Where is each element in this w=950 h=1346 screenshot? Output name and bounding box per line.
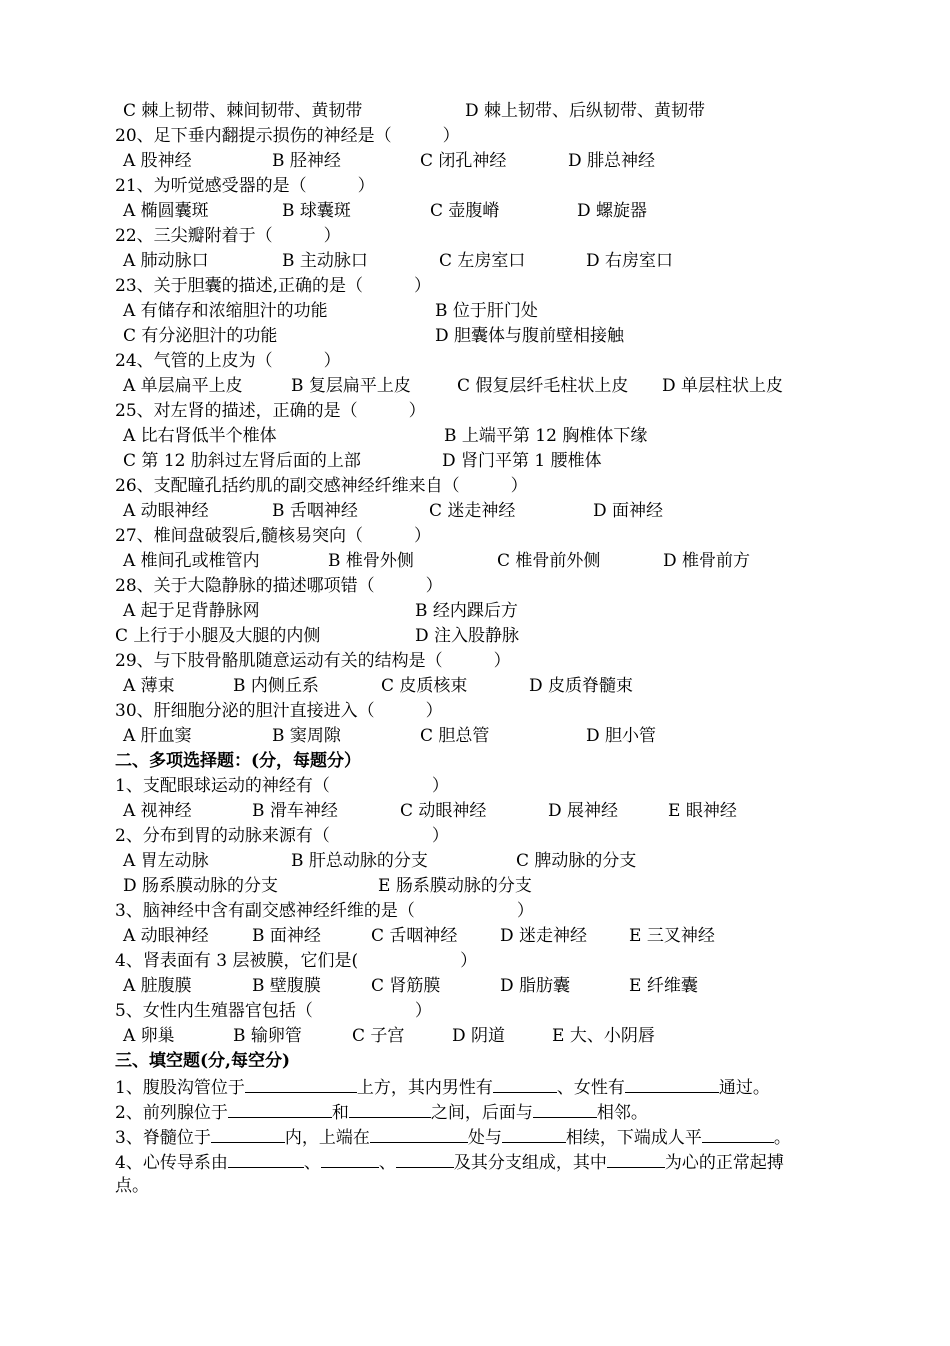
option-b: B 壁腹膜 [252,976,321,996]
fill-blank[interactable] [211,1124,285,1143]
fill-blank[interactable] [349,1099,431,1118]
option-c: C 假复层纤毛柱状上皮 [457,376,629,396]
option-a: A 薄束 [123,676,175,696]
fill-blank[interactable] [321,1149,379,1168]
multi-question-1-stem: 1、支配眼球运动的神经有（ ） [115,776,449,796]
question-21-stem: 21、为听觉感受器的是（ ） [115,176,375,196]
fill-blank[interactable] [607,1149,665,1168]
option-b: B 球囊斑 [282,201,351,221]
fill-text: 4、心传导系由 [115,1153,228,1173]
fill-question-4 [115,1149,784,1174]
question-24-stem: 24、气管的上皮为（ ） [115,351,341,371]
fill-text: 为心的正常起搏 [664,1153,784,1173]
option-b: B 舌咽神经 [272,501,358,521]
option-d: D 展神经 [548,801,619,821]
question-28-stem: 28、关于大隐静脉的描述哪项错（ ） [115,576,443,596]
section-2-heading: 二、多项选择题：(分，每题分） [115,751,362,771]
option-d: D 肾门平第 1 腰椎体 [442,451,602,471]
option-b: B 滑车神经 [252,801,338,821]
fill-text: 之间，后面与 [430,1103,533,1123]
option-b: B 输卵管 [233,1026,302,1046]
option-c: C 椎骨前外侧 [497,551,601,571]
option-d: D 皮质脊髓束 [529,676,634,696]
option-d: D 单层柱状上皮 [662,376,784,396]
fill-text: 、 [378,1153,396,1173]
option-b: B 上端平第 12 胸椎体下缘 [444,426,648,446]
option-e: E 三叉神经 [629,926,715,946]
option-d: D 脂肪囊 [500,976,571,996]
option-c: C 动眼神经 [400,801,487,821]
option-c: C 迷走神经 [429,501,516,521]
option-a: A 肝血窦 [123,726,192,746]
fill-text: 、女性有 [556,1078,625,1098]
option-a: A 卵巢 [123,1026,175,1046]
fill-text: 、 [303,1153,321,1173]
option-b: B 椎骨外侧 [328,551,414,571]
fill-blank[interactable] [493,1074,557,1093]
option-c: C 皮质核束 [381,676,468,696]
question-26-stem: 26、支配瞳孔括约肌的副交感神经纤维来自（ ） [115,476,528,496]
option-b: B 复层扁平上皮 [291,376,411,396]
fill-blank[interactable] [625,1074,719,1093]
option-b: B 经内踝后方 [415,601,518,621]
option-e: E 眼神经 [668,801,737,821]
option-c: C 子宫 [352,1026,405,1046]
option-c: C 脾动脉的分支 [516,851,637,871]
multi-question-4-stem: 4、肾表面有 3 层被膜，它们是( ） [115,951,478,971]
option-b: B 位于肝门处 [435,301,538,321]
option-d: D 肠系膜动脉的分支 [123,876,279,896]
question-30-stem: 30、肝细胞分泌的胆汁直接进入（ ） [115,701,443,721]
fill-text: 通过。 [718,1078,770,1098]
multi-question-2-stem: 2、分布到胃的动脉来源有（ ） [115,826,449,846]
option-d: D 阴道 [452,1026,506,1046]
option-d: D 胆囊体与腹前壁相接触 [435,326,625,346]
option-a: A 胃左动脉 [123,851,209,871]
option-e: E 纤维囊 [629,976,698,996]
question-29-stem: 29、与下肢骨骼肌随意运动有关的结构是（ ） [115,651,511,671]
option-d: D 面神经 [593,501,664,521]
option-c: C 上行于小腿及大腿的内侧 [115,626,321,646]
option-e: E 大、小阴唇 [552,1026,655,1046]
option-c: C 第 12 肋斜过左肾后面的上部 [123,451,361,471]
option-d: D 棘上韧带、后纵韧带、黄韧带 [465,101,706,121]
option-a: A 比右肾低半个椎体 [123,426,277,446]
option-c: C 壶腹嵴 [430,201,500,221]
fill-blank[interactable] [533,1099,597,1118]
option-b: B 内侧丘系 [233,676,319,696]
section-3-heading: 三、填空题(分,每空分) [115,1051,291,1071]
fill-blank[interactable] [370,1124,468,1143]
multi-question-3-stem: 3、脑神经中含有副交感神经纤维的是（ ） [115,901,534,921]
option-c: C 左房室口 [439,251,526,271]
option-a: A 动眼神经 [123,501,209,521]
option-c: C 舌咽神经 [371,926,458,946]
option-a: A 椎间孔或椎管内 [123,551,260,571]
option-d: D 腓总神经 [568,151,656,171]
fill-text: 2、前列腺位于 [115,1103,228,1123]
fill-question-3 [115,1124,791,1149]
fill-text: 上方，其内男性有 [356,1078,493,1098]
option-c: C 棘上韧带、棘间韧带、黄韧带 [123,101,363,121]
option-a: A 椭圆囊斑 [123,201,209,221]
option-b: B 胫神经 [272,151,341,171]
fill-blank[interactable] [245,1074,357,1093]
fill-text: 及其分支组成，其中 [453,1153,607,1173]
option-a: A 视神经 [123,801,192,821]
question-22-stem: 22、三尖瓣附着于（ ） [115,226,341,246]
option-d: D 迷走神经 [500,926,588,946]
fill-blank[interactable] [228,1099,332,1118]
question-20-stem: 20、足下垂内翻提示损伤的神经是（ ） [115,126,460,146]
option-a: A 单层扁平上皮 [123,376,243,396]
option-e: E 肠系膜动脉的分支 [378,876,532,896]
fill-blank[interactable] [228,1149,304,1168]
fill-text: 处与 [467,1128,502,1148]
fill-text: 相邻。 [596,1103,648,1123]
multi-question-5-stem: 5、女性内生殖器官包括（ ） [115,1001,432,1021]
fill-question-2 [115,1099,648,1124]
option-b: B 面神经 [252,926,321,946]
fill-blank[interactable] [502,1124,566,1143]
option-d: D 椎骨前方 [663,551,751,571]
fill-text: 。 [773,1128,791,1148]
option-a: A 肺动脉口 [123,251,209,271]
option-d: D 注入股静脉 [415,626,520,646]
fill-question-1 [115,1074,770,1099]
option-c: C 胆总管 [420,726,490,746]
fill-text: 相续，下端成人平 [565,1128,702,1148]
option-a: A 股神经 [123,151,192,171]
option-b: B 主动脉口 [282,251,368,271]
option-c: C 肾筋膜 [371,976,441,996]
option-a: A 动眼神经 [123,926,209,946]
option-b: B 肝总动脉的分支 [291,851,428,871]
fill-text: 和 [331,1103,349,1123]
option-a: A 起于足背静脉网 [123,601,260,621]
option-a: A 脏腹膜 [123,976,192,996]
option-c: C 闭孔神经 [420,151,507,171]
fill-text: 1、腹股沟管位于 [115,1078,245,1098]
question-25-stem: 25、对左肾的描述，正确的是（ ） [115,401,426,421]
fill-question-4-continued: 点。 [115,1176,149,1196]
fill-text: 3、脊髓位于 [115,1128,211,1148]
fill-blank[interactable] [702,1124,774,1143]
fill-text: 内，上端在 [284,1128,370,1148]
option-a: A 有储存和浓缩胆汁的功能 [123,301,328,321]
option-d: D 胆小管 [586,726,657,746]
fill-blank[interactable] [396,1149,454,1168]
option-d: D 螺旋器 [577,201,648,221]
option-b: B 窦周隙 [272,726,341,746]
question-27-stem: 27、椎间盘破裂后,髓核易突向（ ） [115,526,432,546]
question-23-stem: 23、关于胆囊的描述,正确的是（ ） [115,276,432,296]
option-c: C 有分泌胆汁的功能 [123,326,278,346]
option-d: D 右房室口 [586,251,674,271]
